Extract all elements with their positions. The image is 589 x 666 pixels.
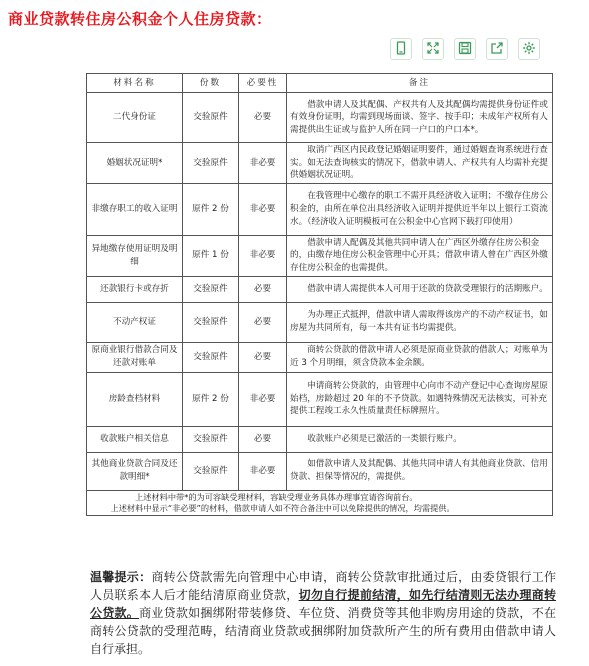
material-name: 原商业银行借款合同及还款对账单 (87, 342, 183, 372)
material-note: 为办理正式抵押，借款申请人需取得该房产的不动产权证书，如房屋为共同所有，每一本共有证书均需提供。 (287, 302, 553, 342)
material-count: 交验原件 (183, 452, 239, 490)
table-row (87, 93, 553, 143)
material-note: 借款申请人需提供本人可用于还款的贷款受理银行的活期账户。 (287, 276, 553, 302)
warm-tips (90, 568, 556, 658)
material-note: 取消广西区内民政登记婚姻证明要件，通过婚姻查询系统进行查实。如无法查询核实的情况下，借款申请人、产权共有人均需补充提供婚姻状况证明。 (287, 143, 553, 184)
table-row (87, 276, 553, 302)
share-button[interactable] (486, 38, 508, 60)
save-icon (458, 40, 472, 59)
toolbar (390, 38, 540, 60)
table-row (87, 302, 553, 342)
header-necessity: 必要性 (239, 74, 287, 93)
footnote-row (87, 490, 553, 515)
material-name: 异地缴存使用证明及明细 (87, 235, 183, 276)
settings-icon (522, 40, 536, 59)
material-note: 收款账户必须是已激活的一类银行账户。 (287, 426, 553, 452)
table-row (87, 452, 553, 490)
expand-button[interactable] (422, 38, 444, 60)
material-name: 收款账户相关信息 (87, 426, 183, 452)
header-count: 份数 (183, 74, 239, 93)
material-necessity: 非必要 (239, 235, 287, 276)
material-count: 原件 1 份 (183, 235, 239, 276)
header-material-name: 材料名称 (87, 74, 183, 93)
material-note: 在我管理中心缴存的职工不需开具经济收入证明；不缴存住房公积金的，由所在单位出具经济收入证明并提供近半年以上银行工资流水。（经济收入证明模板可在公积金中心官网下载打印使用） (287, 183, 553, 235)
table-row (87, 342, 553, 372)
table-row (87, 372, 553, 426)
tips-emphasis: 切勿自行提前结清，如先行结清则无法办理商转公贷款。 (90, 588, 556, 620)
material-necessity: 非必要 (239, 452, 287, 490)
material-note: 如借款申请人及其配偶、其他共同申请人有其他商业贷款、信用贷款、担保等情况的，需提供。 (287, 452, 553, 490)
material-count: 交验原件 (183, 426, 239, 452)
material-name: 其他商业贷款合同及还款明细* (87, 452, 183, 490)
material-count: 交验原件 (183, 276, 239, 302)
materials-table (86, 73, 553, 516)
material-necessity: 必要 (239, 342, 287, 372)
table-row (87, 143, 553, 184)
page-title: 商业贷款转住房公积金个人住房贷款： (8, 10, 272, 28)
material-name: 婚姻状况证明* (87, 143, 183, 184)
material-count: 交验原件 (183, 302, 239, 342)
material-name: 非缴存职工的收入证明 (87, 183, 183, 235)
expand-icon (426, 40, 440, 59)
material-note: 借款申请人及其配偶、产权共有人及其配偶均需提供身份证件或有效身份证明，均需到现场面谈、签字、按手印；未成年产权所有人需提供出生证或与监护人所在同一户口的户口本*。 (287, 93, 553, 143)
footnote-non-essential-materials: 上述材料中显示“非必要”的材料，借款申请人如不符合备注中可以免除提供的情况，均需提供。 (110, 502, 455, 513)
material-necessity: 非必要 (239, 183, 287, 235)
material-necessity: 必要 (239, 426, 287, 452)
material-necessity: 必要 (239, 276, 287, 302)
material-name: 房龄查档材料 (87, 372, 183, 426)
settings-button[interactable] (518, 38, 540, 60)
table-row (87, 183, 553, 235)
table-row (87, 235, 553, 276)
material-count: 原件 2 份 (183, 183, 239, 235)
material-count: 交验原件 (183, 93, 239, 143)
material-necessity: 非必要 (239, 372, 287, 426)
material-name: 不动产权证 (87, 302, 183, 342)
material-count: 交验原件 (183, 342, 239, 372)
table-row (87, 426, 553, 452)
footnote-optional-materials: 上述材料中带*的为可容缺受理材料，容缺受理业务具体办理事宜请咨询前台。 (135, 491, 418, 502)
table-header-row (87, 74, 553, 93)
share-icon (490, 40, 504, 59)
material-necessity: 必要 (239, 93, 287, 143)
materials-document (86, 73, 552, 516)
tips-text-2: 商业贷款如捆绑附带装修贷、车位贷、消费贷等其他非购房用途的贷款，不在商转公贷款的受理范畴，结清商业贷款或捆绑附加贷款所产生的所有费用由借款申请人自行承担。 (90, 606, 556, 656)
material-necessity: 必要 (239, 302, 287, 342)
material-name: 还款银行卡或存折 (87, 276, 183, 302)
mobile-view-icon (394, 40, 408, 59)
material-count: 原件 2 份 (183, 372, 239, 426)
material-necessity: 非必要 (239, 143, 287, 184)
material-note: 商转公贷款的借款申请人必须是原商业贷款的借款人；对账单为近 3 个月明细，须含贷款本金余额。 (287, 342, 553, 372)
tips-text-1: 商转公贷款需先向管理中心申请，商转公贷款审批通过后，由委贷银行工作人员联系本人后才能结清原商业贷款， (90, 570, 556, 602)
table-footnotes (87, 490, 553, 515)
mobile-view-button[interactable] (390, 38, 412, 60)
material-name: 二代身份证 (87, 93, 183, 143)
save-button[interactable] (454, 38, 476, 60)
header-note: 备注 (287, 74, 553, 93)
material-count: 交验原件 (183, 143, 239, 184)
material-note: 申请商转公贷款的，由管理中心向市不动产登记中心查询房屋原始档，房龄超过 20 年的不予贷款。如遇特殊情况无法核实，可补充提供工程竣工永久性质量责任标牌照片。 (287, 372, 553, 426)
material-note: 借款申请人配偶及其他共同申请人在广西区外缴存住房公积金的，由缴存地住房公积金管理中心开具；借款申请人曾在广西区外缴存住房公积金的也需提供。 (287, 235, 553, 276)
tips-lead: 温馨提示： (90, 570, 152, 584)
